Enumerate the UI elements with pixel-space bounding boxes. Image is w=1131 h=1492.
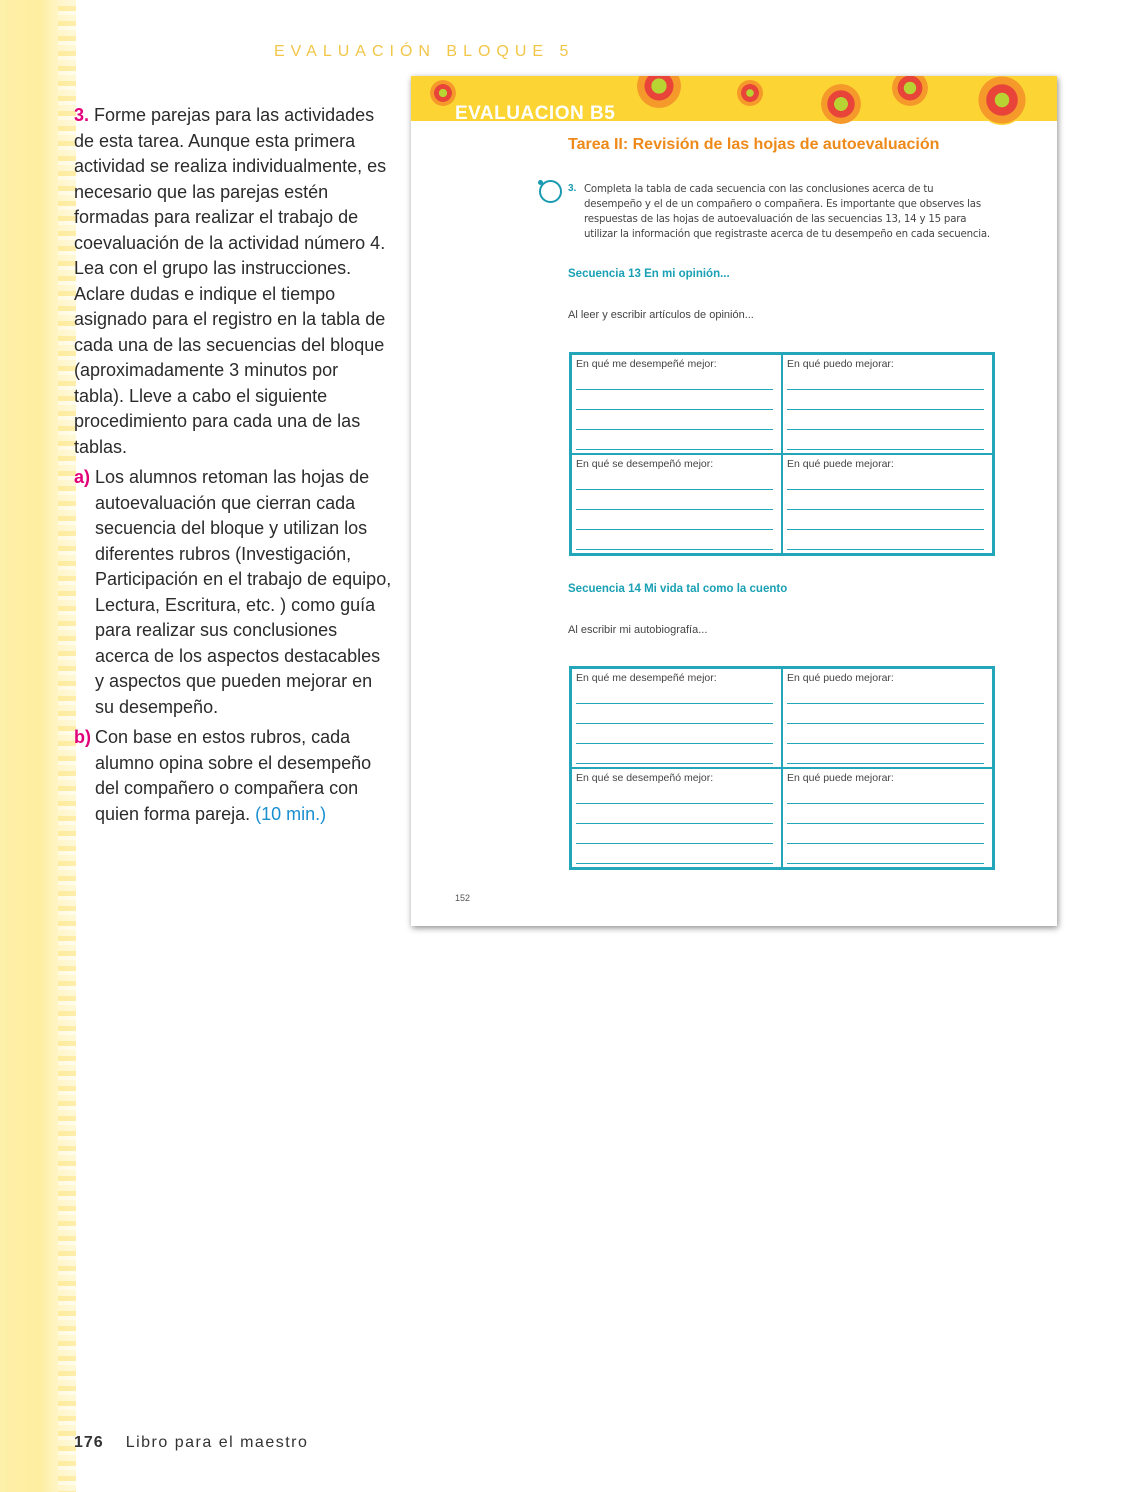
writing-line — [787, 549, 984, 550]
writing-line — [576, 449, 773, 450]
writing-line — [787, 843, 984, 844]
writing-line — [576, 549, 773, 550]
table-cell[interactable] — [571, 668, 782, 768]
writing-line — [787, 449, 984, 450]
writing-line — [576, 529, 773, 530]
table-cell[interactable] — [571, 768, 782, 868]
teacher-instructions — [74, 103, 392, 827]
item-a-text: Los alumnos retoman las hojas de autoevaluación que cierran cada secuencia del bloque y utilizan los diferentes rubros (Investigación, Participación en el trabajo de equipo, Lectura, Escritura, etc. ) como guía para realizar sus conclusiones acerca de los aspectos destacables y aspectos que pueden mejorar en su desempeño. — [95, 467, 392, 717]
cell-label: En qué puede mejorar: — [787, 458, 894, 470]
writing-line — [576, 389, 773, 390]
writing-line — [787, 529, 984, 530]
item-b-text: Con base en estos rubros, cada alumno opina sobre el desempeño del compañero o compañera con quien forma pareja. — [95, 727, 372, 824]
cell-label: En qué puedo mejorar: — [787, 358, 894, 370]
student-page-thumbnail — [411, 76, 1057, 926]
step-text: Forme parejas para las actividades de esta tarea. Aunque esta primera actividad se realiza individualmente, es necesario que las parejas estén formadas para realizar el trabajo de coevaluación de la actividad número 4. Lea con el grupo las instrucciones. Aclare dudas e indique el tiempo asignado para el registro en la tabla de cada una de las secuencias del bloque (aproximadamente 3 minutos por tabla). Lleve a cabo el siguiente procedimiento para cada una de las tablas. — [74, 105, 387, 457]
writing-line — [787, 863, 984, 864]
decor-circle — [821, 84, 861, 124]
task-title: Tarea II: Revisión de las hojas de autoevaluación — [568, 136, 940, 153]
item-b-body — [95, 725, 392, 827]
writing-line — [787, 489, 984, 490]
table-cell[interactable] — [571, 354, 782, 454]
cell-label: En qué me desempeñé mejor: — [576, 358, 717, 370]
decor-circle — [737, 80, 763, 106]
writing-line — [576, 723, 773, 724]
table-cell[interactable] — [571, 454, 782, 554]
writing-line — [787, 509, 984, 510]
cell-label: En qué me desempeñé mejor: — [576, 672, 717, 684]
item-a-label: a) — [74, 467, 91, 487]
activity-text: Completa la tabla de cada secuencia con las conclusiones acerca de tu desempeño y el de un compañero o compañera. Es importante que observes las respuestas de las hojas de autoevaluación de las secuencias 13, 14 y 15 para utilizar la información que registraste acerca de tu desempeño en cada secuencia. — [584, 184, 990, 240]
sequence-13-title: Secuencia 13 En mi opinión... — [568, 268, 730, 280]
writing-line — [787, 823, 984, 824]
writing-line — [576, 863, 773, 864]
activity-number: 3. — [568, 183, 577, 194]
running-head: EVALUACIÓN BLOQUE 5 — [274, 43, 575, 60]
writing-line — [576, 743, 773, 744]
cell-label: En qué se desempeñó mejor: — [576, 458, 714, 470]
writing-line — [787, 429, 984, 430]
decor-circle — [977, 76, 1027, 125]
writing-line — [787, 723, 984, 724]
writing-line — [576, 489, 773, 490]
table-cell[interactable] — [782, 354, 993, 454]
item-a — [74, 465, 392, 720]
sequence-14-table — [569, 666, 995, 870]
writing-line — [576, 429, 773, 430]
cell-label: En qué puede mejorar: — [787, 772, 894, 784]
writing-line — [576, 703, 773, 704]
writing-line — [576, 823, 773, 824]
writing-line — [787, 763, 984, 764]
writing-line — [576, 803, 773, 804]
sequence-14-intro: Al escribir mi autobiografía... — [568, 624, 708, 636]
page-footer — [74, 1434, 308, 1452]
writing-line — [576, 843, 773, 844]
student-page-number: 152 — [455, 893, 471, 903]
step-number: 3. — [74, 105, 90, 125]
writing-line — [787, 389, 984, 390]
decor-circle — [430, 80, 456, 106]
cell-label: En qué se desempeñó mejor: — [576, 772, 714, 784]
step-paragraph — [74, 103, 392, 460]
sequence-13-table — [569, 352, 995, 556]
band-title: EVALUACION B5 — [455, 103, 616, 124]
item-b — [74, 725, 392, 827]
activity-circle-icon — [539, 180, 562, 203]
writing-line — [787, 703, 984, 704]
writing-line — [576, 763, 773, 764]
book-title: Libro para el maestro — [125, 1434, 309, 1451]
writing-line — [787, 743, 984, 744]
cell-label: En qué puedo mejorar: — [787, 672, 894, 684]
table-cell[interactable] — [782, 768, 993, 868]
writing-line — [787, 803, 984, 804]
time-note: (10 min.) — [255, 803, 327, 824]
table-cell[interactable] — [782, 668, 993, 768]
item-b-label: b) — [74, 727, 91, 747]
sequence-14-title: Secuencia 14 Mi vida tal como la cuento — [568, 583, 788, 595]
writing-line — [576, 509, 773, 510]
page-number: 176 — [74, 1434, 104, 1451]
table-cell[interactable] — [782, 454, 993, 554]
sequence-13-intro: Al leer y escribir artículos de opinión... — [568, 309, 754, 321]
writing-line — [576, 409, 773, 410]
writing-line — [787, 409, 984, 410]
